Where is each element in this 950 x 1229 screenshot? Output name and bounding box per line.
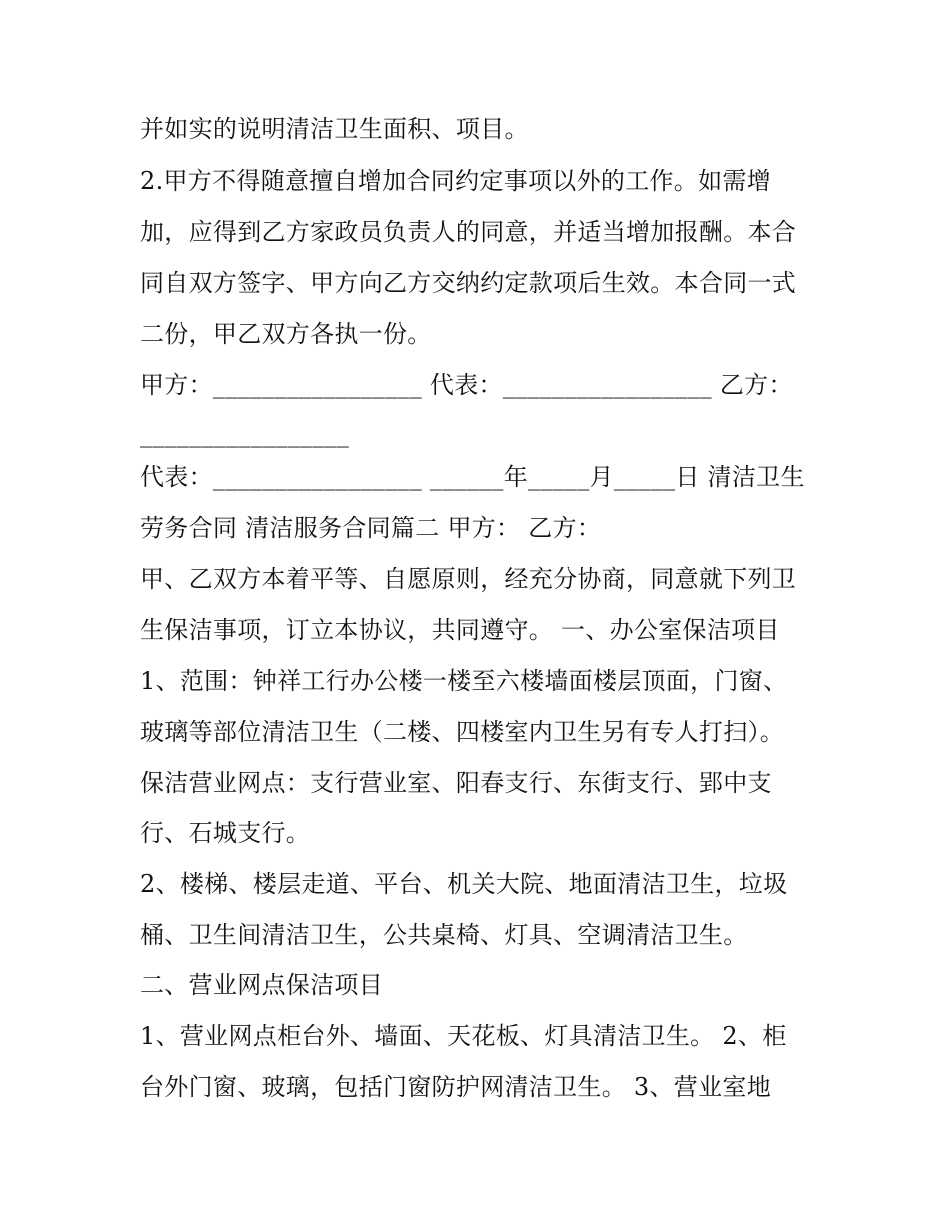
text-line: 生保洁事项，订立本协议，共同遵守。 一、办公室保洁项目 (140, 616, 780, 644)
signature-line-party-a: 甲方：_________________ 代表：_________________ 乙方： (140, 371, 793, 399)
text-line: 甲、乙双方本着平等、自愿原则，经充分协商，同意就下列卫 (140, 565, 797, 593)
signature-blank-party-b: _________________ (140, 420, 350, 448)
text-line: 台外门窗、玻璃，包括门窗防护网清洁卫生。 3、营业室地 (140, 1073, 771, 1101)
signature-date-line: 代表：_________________ ______年_____月_____日 清洁卫生 (140, 463, 805, 491)
contract-title-line: 劳务合同 清洁服务合同篇二 甲方： 乙方： (140, 514, 602, 542)
text-line: 行、石城支行。 (140, 819, 311, 847)
text-line: 2、楼梯、楼层走道、平台、机关大院、地面清洁卫生，垃圾 (140, 870, 788, 898)
text-line: 玻璃等部位清洁卫生（二楼、四楼室内卫生另有专人打扫）。 (140, 718, 785, 746)
text-line: 同自双方签字、甲方向乙方交纳约定款项后生效。本合同一式 (140, 269, 797, 297)
text-line: 二份，甲乙双方各执一份。 (140, 320, 432, 348)
section-heading: 二、营业网点保洁项目 (140, 971, 383, 999)
text-line: 并如实的说明清洁卫生面积、项目。 (140, 115, 529, 143)
text-line: 加，应得到乙方家政员负责人的同意，并适当增加报酬。本合 (140, 218, 797, 246)
text-line: 1、范围：钟祥工行办公楼一楼至六楼墙面楼层顶面，门窗、 (140, 667, 788, 695)
text-line: 保洁营业网点：支行营业室、阳春支行、东街支行、郢中支 (140, 769, 772, 797)
text-line: 1、营业网点柜台外、墙面、天花板、灯具清洁卫生。 2、柜 (140, 1022, 787, 1050)
text-line: 桶、卫生间清洁卫生，公共桌椅、灯具、空调清洁卫生。 (140, 921, 748, 949)
text-line: 2.甲方不得随意擅自增加合同约定事项以外的工作。如需增 (140, 167, 771, 195)
